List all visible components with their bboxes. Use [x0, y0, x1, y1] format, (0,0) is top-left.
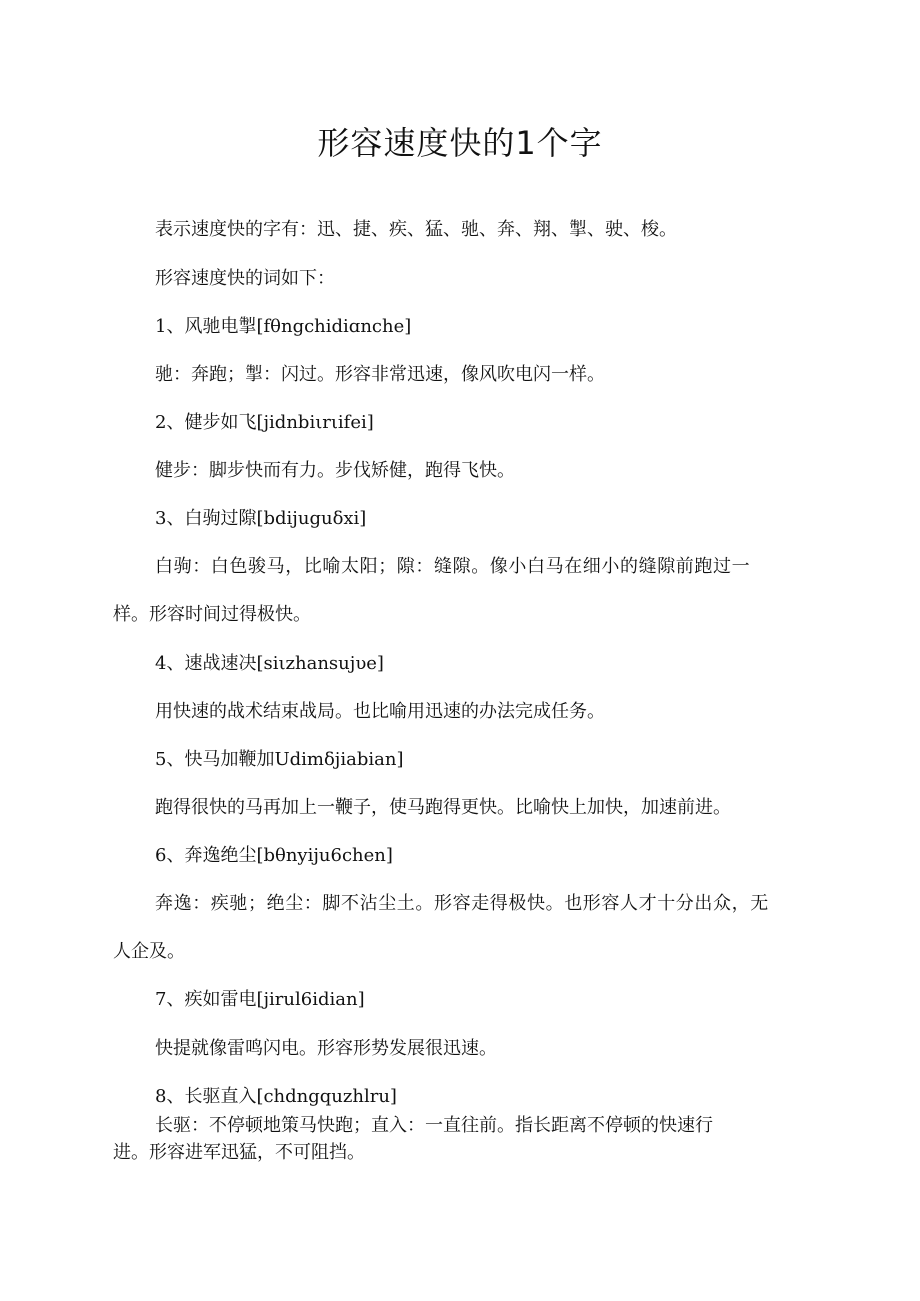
idiom-explanation-6-continued: 人企及。: [113, 941, 185, 962]
idiom-heading-6: 6、奔逸绝尘[bθnyiju6chen]: [155, 845, 393, 866]
idiom-explanation-8-continued: 进。形容进军迅猛，不可阻挡。: [113, 1142, 365, 1163]
idiom-heading-5: 5、快马加鞭加Udimδjiabian]: [155, 749, 404, 770]
paragraph-list-heading: 形容速度快的词如下：: [155, 268, 335, 289]
idiom-heading-2: 2、健步如飞[jidnbiιrιifei]: [155, 412, 374, 433]
idiom-heading-3: 3、白驹过隙[bdijuguδxi]: [155, 508, 367, 529]
idiom-explanation-7: 快提就像雷鸣闪电。形容形势发展很迅速。: [155, 1038, 497, 1059]
idiom-explanation-1: 驰：奔跑；掣：闪过。形容非常迅速，像风吹电闪一样。: [155, 364, 605, 385]
idiom-explanation-3-continued: 样。形容时间过得极快。: [113, 604, 311, 625]
idiom-explanation-5: 跑得很快的马再加上一鞭子，使马跑得更快。比喻快上加快，加速前进。: [155, 797, 731, 818]
idiom-heading-8: 8、长驱直入[chdngquzhlru]: [155, 1086, 397, 1107]
idiom-heading-4: 4、速战速决[siιzhansujυe]: [155, 653, 384, 674]
idiom-heading-1: 1、风驰电掣[fθngchidiɑnche]: [155, 316, 412, 337]
idiom-explanation-8: 长驱：不停顿地策马快跑；直入：一直往前。指长距离不停顿的快速行: [155, 1115, 713, 1136]
paragraph-intro: 表示速度快的字有：迅、捷、疾、猛、驰、奔、翔、掣、驶、梭。: [155, 219, 677, 240]
idiom-explanation-2: 健步：脚步快而有力。步伐矫健，跑得飞快。: [155, 460, 515, 481]
idiom-heading-7: 7、疾如雷电[jirul6idian]: [155, 989, 365, 1010]
document-title: 形容速度快的1个字: [317, 124, 603, 162]
idiom-explanation-3: 白驹：白色骏马，比喻太阳；隙：缝隙。像小白马在细小的缝隙前跑过一: [155, 556, 751, 577]
idiom-explanation-6: 奔逸：疾驰；绝尘：脚不沾尘土。形容走得极快。也形容人才十分出众，无: [155, 893, 769, 914]
idiom-explanation-4: 用快速的战术结束战局。也比喻用迅速的办法完成任务。: [155, 701, 605, 722]
